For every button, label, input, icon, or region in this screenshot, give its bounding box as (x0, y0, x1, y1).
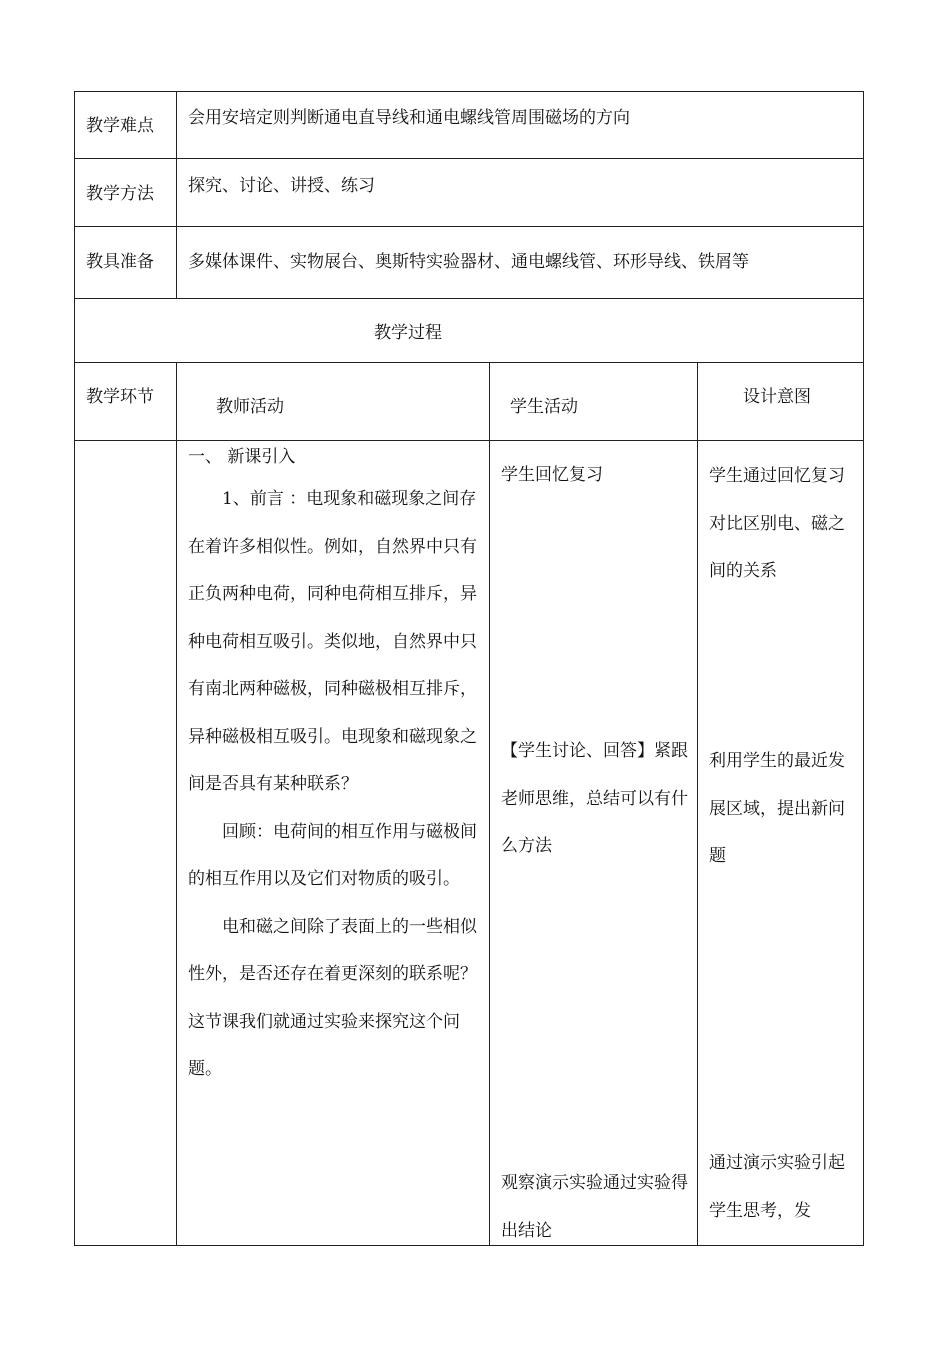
row-divider (74, 158, 864, 159)
tools-label: 教具准备 (86, 252, 154, 272)
difficulty-value: 会用安培定则判断通电直导线和通电螺线管周围磁场的方向 (188, 108, 630, 128)
student-activity: 学生回忆复习 (501, 465, 603, 485)
intent-header: 设计意图 (743, 387, 811, 407)
student-header: 学生活动 (510, 397, 578, 417)
teacher-header: 教师活动 (216, 397, 284, 417)
student-activity: 【学生讨论、回答】紧跟老师思维，总结可以有什么方法 (501, 741, 688, 856)
process-title: 教学过程 (374, 323, 442, 343)
design-intent: 利用学生的最近发展区域，提出新问题 (709, 751, 845, 866)
stage-header: 教学环节 (86, 387, 154, 407)
teacher-paragraph: 1、前言 ：电现象和磁现象之间存在着许多相似性。例如，自然界中只有正负两种电荷，同种电荷相互排斥，异种电荷相互吸引。类似地，自然界中只有南北两种磁极，同种磁极相互排斥，异种磁极相互吸引。电现象和磁现象之间是否具有某种联系？ (188, 489, 477, 794)
column-divider (176, 362, 177, 1246)
column-divider (176, 91, 177, 298)
column-divider (697, 362, 698, 1246)
method-value: 探究、讨论、讲授、练习 (188, 176, 375, 196)
row-divider (74, 226, 864, 227)
teacher-paragraph: 电和磁之间除了表面上的一些相似性外，是否还存在着更深刻的联系呢？这节课我们就通过实验来探究这个问题。 (188, 916, 477, 1079)
teacher-heading: 一、 新课引入 (188, 447, 296, 467)
tools-value: 多媒体课件、实物展台、奥斯特实验器材、通电螺线管、环形导线、铁屑等 (188, 252, 749, 272)
row-divider (74, 362, 864, 363)
teacher-body (188, 476, 482, 1094)
method-label: 教学方法 (86, 184, 154, 204)
student-activity: 观察演示实验通过实验得出结论 (501, 1173, 688, 1241)
design-intent: 学生通过回忆复习对比区别电、磁之间的关系 (709, 466, 845, 581)
row-divider (74, 440, 864, 441)
teacher-paragraph: 回顾：电荷间的相互作用与磁极间的相互作用以及它们对物质的吸引。 (188, 821, 477, 889)
row-divider (74, 298, 864, 299)
design-intent: 通过演示实验引起学生思考，发 (709, 1153, 845, 1221)
difficulty-label: 教学难点 (86, 116, 154, 136)
column-divider (489, 362, 490, 1246)
